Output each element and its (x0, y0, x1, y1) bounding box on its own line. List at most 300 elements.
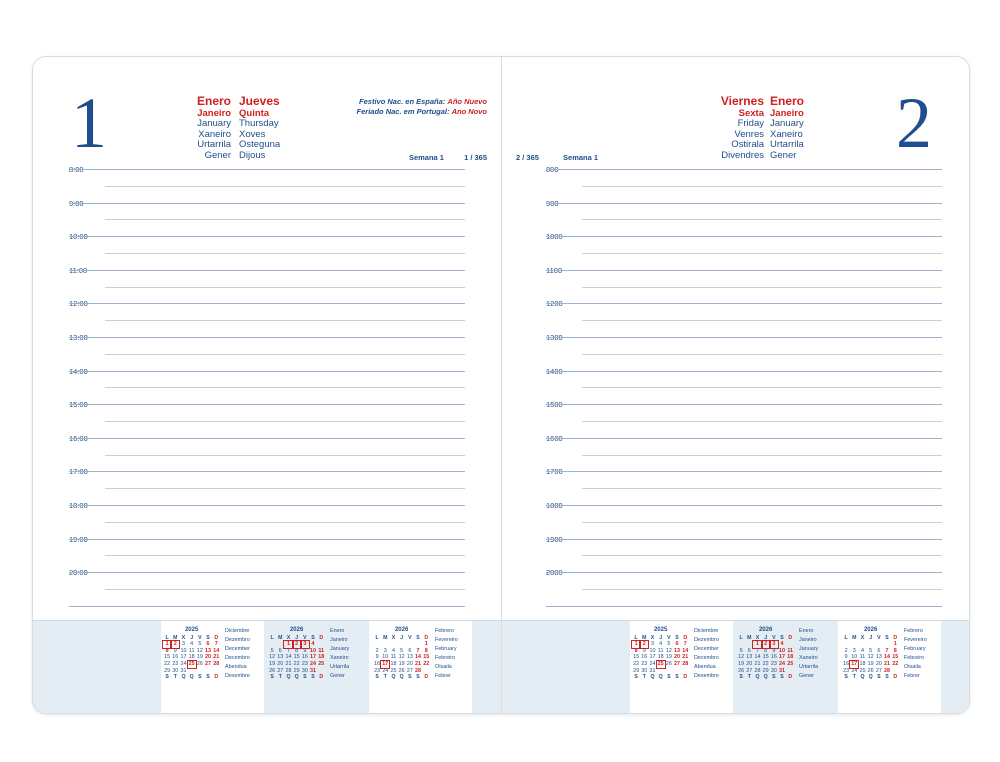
mini-calendar-day[interactable]: 16 (843, 660, 850, 667)
mini-calendar-day[interactable] (422, 668, 430, 675)
hour-row[interactable] (33, 467, 501, 505)
mini-calendar-day[interactable]: 25 (188, 660, 195, 667)
hour-row[interactable] (502, 198, 970, 237)
hour-label: 1600 (546, 433, 563, 443)
mini-calendar-day[interactable]: 8 (424, 647, 428, 654)
mini-calendar-day[interactable]: 30 (641, 667, 648, 674)
mini-calendar-day[interactable]: 7 (416, 647, 420, 654)
mini-calendar-day[interactable]: 18 (657, 654, 664, 661)
mini-calendar-day[interactable]: 9 (173, 647, 177, 654)
mini-calendar-day[interactable]: 21 (213, 654, 220, 661)
mini-calendar-day[interactable]: 8 (295, 647, 299, 654)
mini-calendar-day[interactable]: 17 (649, 654, 656, 661)
mini-calendar-day[interactable] (188, 668, 196, 675)
right-page (502, 57, 970, 713)
mini-calendar-day[interactable]: 28 (884, 667, 891, 674)
mini-calendar-day[interactable]: 29 (293, 667, 300, 674)
mini-calendar-day[interactable]: 26 (867, 667, 874, 674)
mini-calendar-day[interactable]: 28 (415, 667, 422, 674)
mini-calendar-day[interactable]: 12 (665, 647, 672, 654)
mini-calendar-day[interactable]: 22 (762, 660, 769, 667)
mini-calendar-dow-pt: S (270, 674, 274, 681)
mini-calendar-day[interactable]: 13 (406, 654, 413, 661)
mini-calendar-day[interactable]: 17 (382, 660, 389, 667)
mini-calendar-day[interactable]: 31 (310, 667, 317, 674)
mini-calendar-dow: M (747, 634, 752, 641)
mini-calendar-day[interactable]: 20 (674, 654, 681, 661)
mini-calendar-day[interactable]: 19 (867, 660, 874, 667)
mini-calendar-day[interactable]: 14 (754, 654, 761, 661)
mini-calendar-day[interactable]: 20 (277, 660, 284, 667)
mini-calendar-day[interactable]: 10 (851, 654, 858, 661)
mini-calendar-day[interactable]: 1 (632, 641, 640, 648)
mini-calendar-day[interactable]: 10 (310, 647, 317, 654)
mini-calendar-day[interactable] (657, 668, 665, 675)
right-page-header (502, 83, 970, 167)
mini-calendar-day[interactable]: 23 (770, 660, 777, 667)
mini-calendar-day[interactable] (891, 668, 899, 675)
hour-line (69, 438, 465, 439)
mini-calendar-day[interactable]: 7 (286, 647, 290, 654)
half-hour-line (105, 253, 465, 254)
mini-calendar-day[interactable] (373, 641, 381, 648)
mini-calendar-day[interactable]: 11 (787, 647, 794, 654)
mini-calendar-day[interactable]: 7 (885, 647, 889, 654)
mini-calendar-day[interactable]: 16 (641, 654, 648, 661)
holiday-value-es: Año Nuevo (447, 97, 487, 106)
mini-calendar-day[interactable]: 15 (633, 654, 640, 661)
mini-calendar-day[interactable]: 25 (859, 667, 866, 674)
mini-calendar-day[interactable]: 24 (310, 660, 317, 667)
mini-calendar-day[interactable]: 6 (675, 641, 679, 648)
half-hour-line (582, 421, 942, 422)
mini-calendar-day[interactable] (745, 641, 753, 648)
mini-calendar-day[interactable]: 27 (746, 667, 753, 674)
mini-calendar-day[interactable]: 15 (293, 654, 300, 661)
hour-label: 2000 (546, 568, 563, 578)
mini-calendar-day[interactable]: 1 (284, 641, 292, 648)
mini-calendar-day[interactable]: 9 (375, 654, 379, 661)
mini-calendar-day[interactable]: 12 (867, 654, 874, 661)
mini-calendar-day[interactable] (389, 641, 397, 648)
mini-calendar-day[interactable]: 9 (844, 654, 848, 661)
mini-calendar-day[interactable]: 11 (390, 654, 397, 661)
mini-calendar-day[interactable]: 21 (285, 660, 292, 667)
mini-calendar-day[interactable]: 5 (198, 641, 202, 648)
hour-row[interactable] (33, 165, 501, 203)
mini-calendar-day[interactable]: 21 (682, 654, 689, 661)
hour-label: 9:00 (69, 198, 84, 208)
mini-calendar-day[interactable]: 1 (753, 641, 761, 648)
mini-calendar-day[interactable]: 2 (171, 641, 179, 648)
mini-calendar-day[interactable]: 1 (163, 641, 171, 648)
hour-row[interactable] (33, 501, 501, 539)
mini-calendar-day[interactable]: 23 (843, 667, 850, 674)
mini-calendar-day[interactable]: 13 (205, 647, 212, 654)
mini-calendar-day[interactable]: 14 (213, 647, 220, 654)
mini-calendar-day[interactable]: 26 (665, 660, 672, 667)
mini-calendar-day[interactable] (406, 641, 414, 648)
mini-calendar-day[interactable] (204, 668, 212, 675)
mini-calendar-day[interactable]: 27 (205, 660, 212, 667)
mini-calendar-month-name: Febrero (904, 628, 923, 634)
mini-calendar-day[interactable] (381, 641, 389, 648)
hour-row[interactable] (502, 333, 970, 371)
mini-calendar-day[interactable]: 28 (754, 667, 761, 674)
mini-calendar-day[interactable] (196, 668, 204, 675)
mini-calendar-day[interactable]: 6 (408, 647, 412, 654)
mini-calendar-day[interactable]: 17 (310, 654, 317, 661)
mini-calendar-day[interactable]: 20 (875, 660, 882, 667)
half-hour-line (582, 186, 942, 187)
hour-row[interactable] (33, 198, 501, 237)
mini-calendar-day[interactable]: 25 (390, 667, 397, 674)
mini-calendar-day[interactable] (737, 641, 745, 648)
mini-calendar-day[interactable]: 3 (770, 641, 778, 648)
mini-calendar-day[interactable]: 12 (269, 654, 276, 661)
mini-calendar-day[interactable]: 16 (301, 654, 308, 661)
half-hour-line (582, 589, 942, 590)
mini-calendar-dow: J (190, 634, 194, 641)
mini-calendar-day[interactable]: 23 (301, 660, 308, 667)
mini-calendar-day[interactable] (858, 641, 866, 648)
mini-calendar-day[interactable]: 3 (852, 647, 856, 654)
mini-calendar-day[interactable]: 1 (424, 641, 428, 648)
mini-calendar-day[interactable]: 26 (738, 667, 745, 674)
mini-calendar-day[interactable]: 19 (665, 654, 672, 661)
mini-calendar-day[interactable]: 4 (659, 641, 663, 648)
mini-calendar-day[interactable]: 16 (172, 654, 179, 661)
mini-calendar-day[interactable]: 23 (374, 667, 381, 674)
mini-calendar-dow: D (424, 634, 429, 641)
half-hour-line (105, 387, 465, 388)
mini-calendar-day[interactable]: 15 (164, 654, 171, 661)
right-month-name-es: Enero (770, 94, 805, 108)
mini-calendar-day[interactable]: 22 (423, 660, 430, 667)
mini-calendar-day[interactable]: 28 (682, 660, 689, 667)
mini-calendar-day[interactable]: 8 (634, 647, 638, 654)
half-hour-line (105, 186, 465, 187)
mini-calendar-month-names (225, 627, 267, 680)
hour-row[interactable] (33, 366, 501, 405)
mini-calendar-day[interactable]: 21 (754, 660, 761, 667)
mini-calendar-dow-pt: Q (868, 674, 873, 681)
right-weekday-es: Viernes (720, 94, 764, 108)
mini-calendar-day[interactable] (850, 641, 858, 648)
mini-calendar-day[interactable] (414, 641, 422, 648)
half-hour-line (582, 287, 942, 288)
hour-line (69, 505, 465, 506)
mini-calendar-day[interactable] (317, 641, 325, 648)
right-weekday-ca: Divendres (721, 149, 764, 161)
mini-calendar-day[interactable]: 3 (181, 641, 185, 648)
mini-calendar-month-name: January (799, 645, 819, 652)
hour-line (546, 471, 942, 472)
holiday-note-pt (267, 107, 487, 117)
mini-calendar-day[interactable]: 27 (406, 667, 413, 674)
left-month-name-en: January (197, 118, 231, 129)
mini-calendar-day[interactable]: 7 (683, 641, 687, 648)
mini-calendar-day[interactable] (875, 641, 883, 648)
hour-label: 1500 (546, 400, 563, 410)
mini-calendar-day[interactable]: 4 (780, 641, 784, 648)
mini-calendar-day[interactable] (212, 668, 220, 675)
mini-calendar-day[interactable]: 26 (196, 660, 203, 667)
mini-calendar-day[interactable]: 3 (301, 641, 309, 648)
hour-row[interactable] (33, 265, 501, 304)
mini-calendar-day[interactable]: 9 (642, 647, 646, 654)
mini-calendar-month-name: December (225, 645, 250, 652)
mini-calendar-day[interactable]: 13 (746, 654, 753, 661)
mini-calendar-day[interactable]: 21 (884, 660, 891, 667)
mini-calendar-day[interactable]: 20 (406, 660, 413, 667)
mini-calendar-day[interactable] (842, 641, 850, 648)
hour-line (69, 572, 465, 573)
hour-row[interactable] (33, 333, 501, 371)
mini-calendar-day[interactable]: 4 (860, 647, 864, 654)
mini-calendar-day[interactable]: 29 (164, 667, 171, 674)
hour-label: 1400 (546, 366, 563, 376)
mini-calendar-day[interactable]: 27 (875, 667, 882, 674)
half-hour-line (105, 555, 465, 556)
mini-calendar-day[interactable]: 14 (285, 654, 292, 661)
mini-calendar-day[interactable]: 2 (844, 647, 848, 654)
mini-calendar-day[interactable]: 6 (278, 647, 282, 654)
mini-calendar-day[interactable]: 24 (382, 667, 389, 674)
mini-calendar-day[interactable]: 26 (269, 667, 276, 674)
mini-calendar-day[interactable]: 28 (213, 660, 220, 667)
hour-label: 1800 (546, 501, 563, 510)
mini-calendar-day[interactable]: 15 (892, 654, 899, 661)
mini-calendar-day[interactable]: 18 (390, 660, 397, 667)
mini-calendar-day[interactable]: 7 (214, 641, 218, 648)
mini-calendar-day[interactable]: 4 (311, 641, 315, 648)
mini-calendar-day[interactable]: 31 (180, 667, 187, 674)
mini-calendar-day[interactable]: 13 (674, 647, 681, 654)
mini-calendar-day[interactable]: 2 (640, 641, 648, 648)
mini-calendar-day[interactable] (317, 668, 325, 675)
hour-row[interactable] (502, 534, 970, 573)
mini-calendar-day[interactable]: 22 (892, 660, 899, 667)
hour-row[interactable] (502, 366, 970, 405)
mini-calendar-day[interactable]: 6 (206, 641, 210, 648)
mini-calendar-day[interactable]: 9 (772, 647, 776, 654)
hour-row[interactable] (33, 534, 501, 573)
hour-row[interactable] (502, 299, 970, 337)
mini-calendar-day[interactable]: 8 (893, 647, 897, 654)
mini-calendar-day[interactable]: 30 (301, 667, 308, 674)
mini-calendar-day[interactable]: 29 (762, 667, 769, 674)
hour-row[interactable] (33, 299, 501, 337)
right-month-name-ca: Gener (770, 149, 797, 161)
mini-calendar-dow: X (755, 634, 760, 641)
mini-calendar-day[interactable]: 10 (382, 654, 389, 661)
mini-calendar-dow-pt: S (780, 674, 784, 681)
left-month-name-eu: Urtarrila (197, 139, 231, 151)
mini-calendar-day[interactable]: 2 (375, 647, 379, 654)
mini-calendar-day[interactable]: 18 (318, 654, 325, 661)
mini-calendar-day[interactable]: 5 (270, 647, 274, 654)
mini-calendar-dow: X (860, 634, 865, 641)
mini-calendar-day[interactable]: 18 (188, 654, 195, 661)
mini-calendar-day[interactable]: 15 (423, 654, 430, 661)
mini-calendar-day[interactable] (867, 641, 875, 648)
mini-calendar-day[interactable]: 17 (180, 654, 187, 661)
mini-calendar-day[interactable]: 16 (770, 654, 777, 661)
mini-calendar-day[interactable]: 5 (739, 647, 743, 654)
mini-calendar-day[interactable]: 19 (738, 660, 745, 667)
mini-calendar-day[interactable]: 27 (674, 660, 681, 667)
mini-calendar-day[interactable]: 21 (415, 660, 422, 667)
hour-line (69, 404, 465, 405)
mini-calendar-day[interactable]: 28 (285, 667, 292, 674)
mini-calendar-day[interactable]: 20 (746, 660, 753, 667)
mini-calendar-day[interactable]: 13 (875, 654, 882, 661)
mini-calendar-day[interactable]: 31 (649, 667, 656, 674)
mini-calendar-month-name: Dezembro (225, 636, 250, 643)
half-hour-line (582, 488, 942, 489)
mini-calendar-day[interactable] (276, 641, 284, 648)
mini-calendar-day[interactable]: 25 (787, 660, 794, 667)
mini-calendar-day[interactable]: 16 (374, 660, 381, 667)
mini-calendar-day[interactable]: 14 (415, 654, 422, 661)
mini-calendar-day[interactable]: 17 (779, 654, 786, 661)
mini-calendar-dow-pt: Q (181, 674, 186, 681)
mini-calendar-day[interactable]: 12 (738, 654, 745, 661)
mini-calendar-day[interactable]: 6 (747, 647, 751, 654)
mini-calendar-day[interactable]: 29 (633, 667, 640, 674)
mini-calendar-day[interactable]: 4 (391, 647, 395, 654)
mini-calendar-day[interactable]: 27 (277, 667, 284, 674)
mini-calendar-month-name: February (904, 645, 926, 652)
hour-row[interactable] (33, 400, 501, 438)
mini-calendar-day[interactable]: 24 (851, 667, 858, 674)
hour-row[interactable] (502, 232, 970, 270)
mini-calendar-day[interactable]: 30 (770, 667, 777, 674)
mini-calendar-dow-pt: T (278, 674, 282, 681)
hour-row[interactable] (502, 433, 970, 472)
mini-calendar-dow-pt: D (214, 674, 219, 681)
mini-calendar-day[interactable]: 24 (180, 660, 187, 667)
hour-row[interactable] (33, 433, 501, 472)
mini-calendar-day[interactable] (673, 668, 681, 675)
right-week-label: Semana 1 (563, 153, 599, 162)
mini-calendar-day[interactable] (786, 668, 794, 675)
mini-calendar-day[interactable]: 30 (172, 667, 179, 674)
hour-label: 13:00 (69, 333, 88, 342)
hour-row[interactable] (502, 568, 970, 606)
mini-calendar-day[interactable]: 11 (657, 647, 664, 654)
mini-calendar-day[interactable]: 10 (649, 647, 656, 654)
half-hour-line (105, 320, 465, 321)
mini-calendar-day[interactable]: 17 (851, 660, 858, 667)
mini-calendar-day[interactable]: 10 (779, 647, 786, 654)
mini-calendar-day[interactable]: 5 (869, 647, 873, 654)
left-weekday-eu: Osteguna (239, 139, 281, 151)
mini-calendar-day[interactable]: 24 (649, 660, 656, 667)
mini-calendar-day[interactable]: 10 (180, 647, 187, 654)
mini-calendar-day[interactable] (398, 641, 406, 648)
mini-calendar-day[interactable]: 23 (641, 660, 648, 667)
planner-spread (32, 56, 970, 714)
mini-calendar-day[interactable]: 3 (650, 641, 654, 648)
mini-calendar-day[interactable]: 13 (277, 654, 284, 661)
mini-calendar-day[interactable]: 22 (293, 660, 300, 667)
mini-calendar-day[interactable]: 6 (877, 647, 881, 654)
mini-calendar-year: 2026 (758, 627, 773, 633)
hour-row[interactable] (33, 568, 501, 606)
right-month-name-gl: Xaneiro (770, 128, 803, 140)
mini-calendar-day[interactable]: 2 (762, 641, 770, 648)
hour-line (546, 404, 942, 405)
mini-calendar-dow-pt: S (844, 674, 848, 681)
mini-calendar-day[interactable]: 12 (196, 647, 203, 654)
hour-row[interactable] (502, 501, 970, 539)
mini-calendar-day[interactable]: 12 (398, 654, 405, 661)
mini-calendar-year: 2025 (653, 627, 668, 633)
mini-calendar-day[interactable]: 25 (318, 660, 325, 667)
mini-calendar-month-name: Janeiro (799, 636, 817, 643)
mini-calendar-day[interactable]: 1 (893, 641, 897, 648)
mini-calendar-day[interactable]: 14 (884, 654, 891, 661)
mini-calendar-day[interactable]: 19 (398, 660, 405, 667)
mini-calendar-day[interactable]: 5 (400, 647, 404, 654)
mini-calendar-day[interactable] (681, 668, 689, 675)
mini-calendar-month-name: Xaneiro (330, 654, 349, 661)
mini-calendar-day[interactable]: 11 (318, 647, 325, 654)
hour-line (69, 606, 465, 607)
hour-row[interactable] (502, 400, 970, 438)
mini-calendar-day[interactable]: 5 (667, 641, 671, 648)
mini-calendar-day[interactable] (268, 641, 276, 648)
mini-calendar-day[interactable]: 22 (164, 660, 171, 667)
mini-calendar-day[interactable]: 19 (196, 654, 203, 661)
right-weekday-gl: Venres (734, 128, 764, 140)
holiday-label-es: Festivo Nac. en España: (359, 97, 446, 106)
mini-calendar-day[interactable] (665, 668, 673, 675)
mini-calendar-day[interactable]: 31 (779, 667, 786, 674)
mini-calendar-day[interactable]: 18 (787, 654, 794, 661)
mini-calendar-day[interactable] (786, 641, 794, 648)
mini-calendar-day[interactable]: 19 (269, 660, 276, 667)
hour-row[interactable] (33, 232, 501, 270)
mini-calendar-day[interactable]: 22 (633, 660, 640, 667)
mini-calendar-day[interactable]: 15 (762, 654, 769, 661)
mini-calendar-day[interactable]: 8 (165, 647, 169, 654)
hour-row[interactable] (502, 165, 970, 203)
mini-calendar-day[interactable] (883, 641, 891, 648)
mini-calendar-day[interactable]: 24 (779, 660, 786, 667)
hour-row[interactable] (502, 265, 970, 304)
mini-calendar-day[interactable]: 7 (755, 647, 759, 654)
mini-calendar-day[interactable]: 18 (859, 660, 866, 667)
mini-calendar-year: 2026 (394, 627, 409, 633)
mini-calendar-day[interactable]: 20 (205, 654, 212, 661)
mini-calendar-day[interactable]: 3 (383, 647, 387, 654)
mini-calendar-day[interactable]: 26 (398, 667, 405, 674)
mini-calendar-day[interactable]: 4 (190, 641, 194, 648)
mini-calendar-day[interactable]: 9 (303, 647, 307, 654)
mini-calendar-day[interactable]: 11 (188, 647, 195, 654)
mini-calendar-day[interactable]: 2 (293, 641, 301, 648)
mini-calendar-day[interactable]: 14 (682, 647, 689, 654)
hour-row[interactable] (502, 467, 970, 505)
mini-calendar-day[interactable]: 8 (764, 647, 768, 654)
mini-calendar-day[interactable]: 11 (859, 654, 866, 661)
mini-calendar (268, 627, 325, 681)
mini-calendar-day[interactable]: 25 (657, 660, 664, 667)
mini-calendar-day[interactable]: 23 (172, 660, 179, 667)
